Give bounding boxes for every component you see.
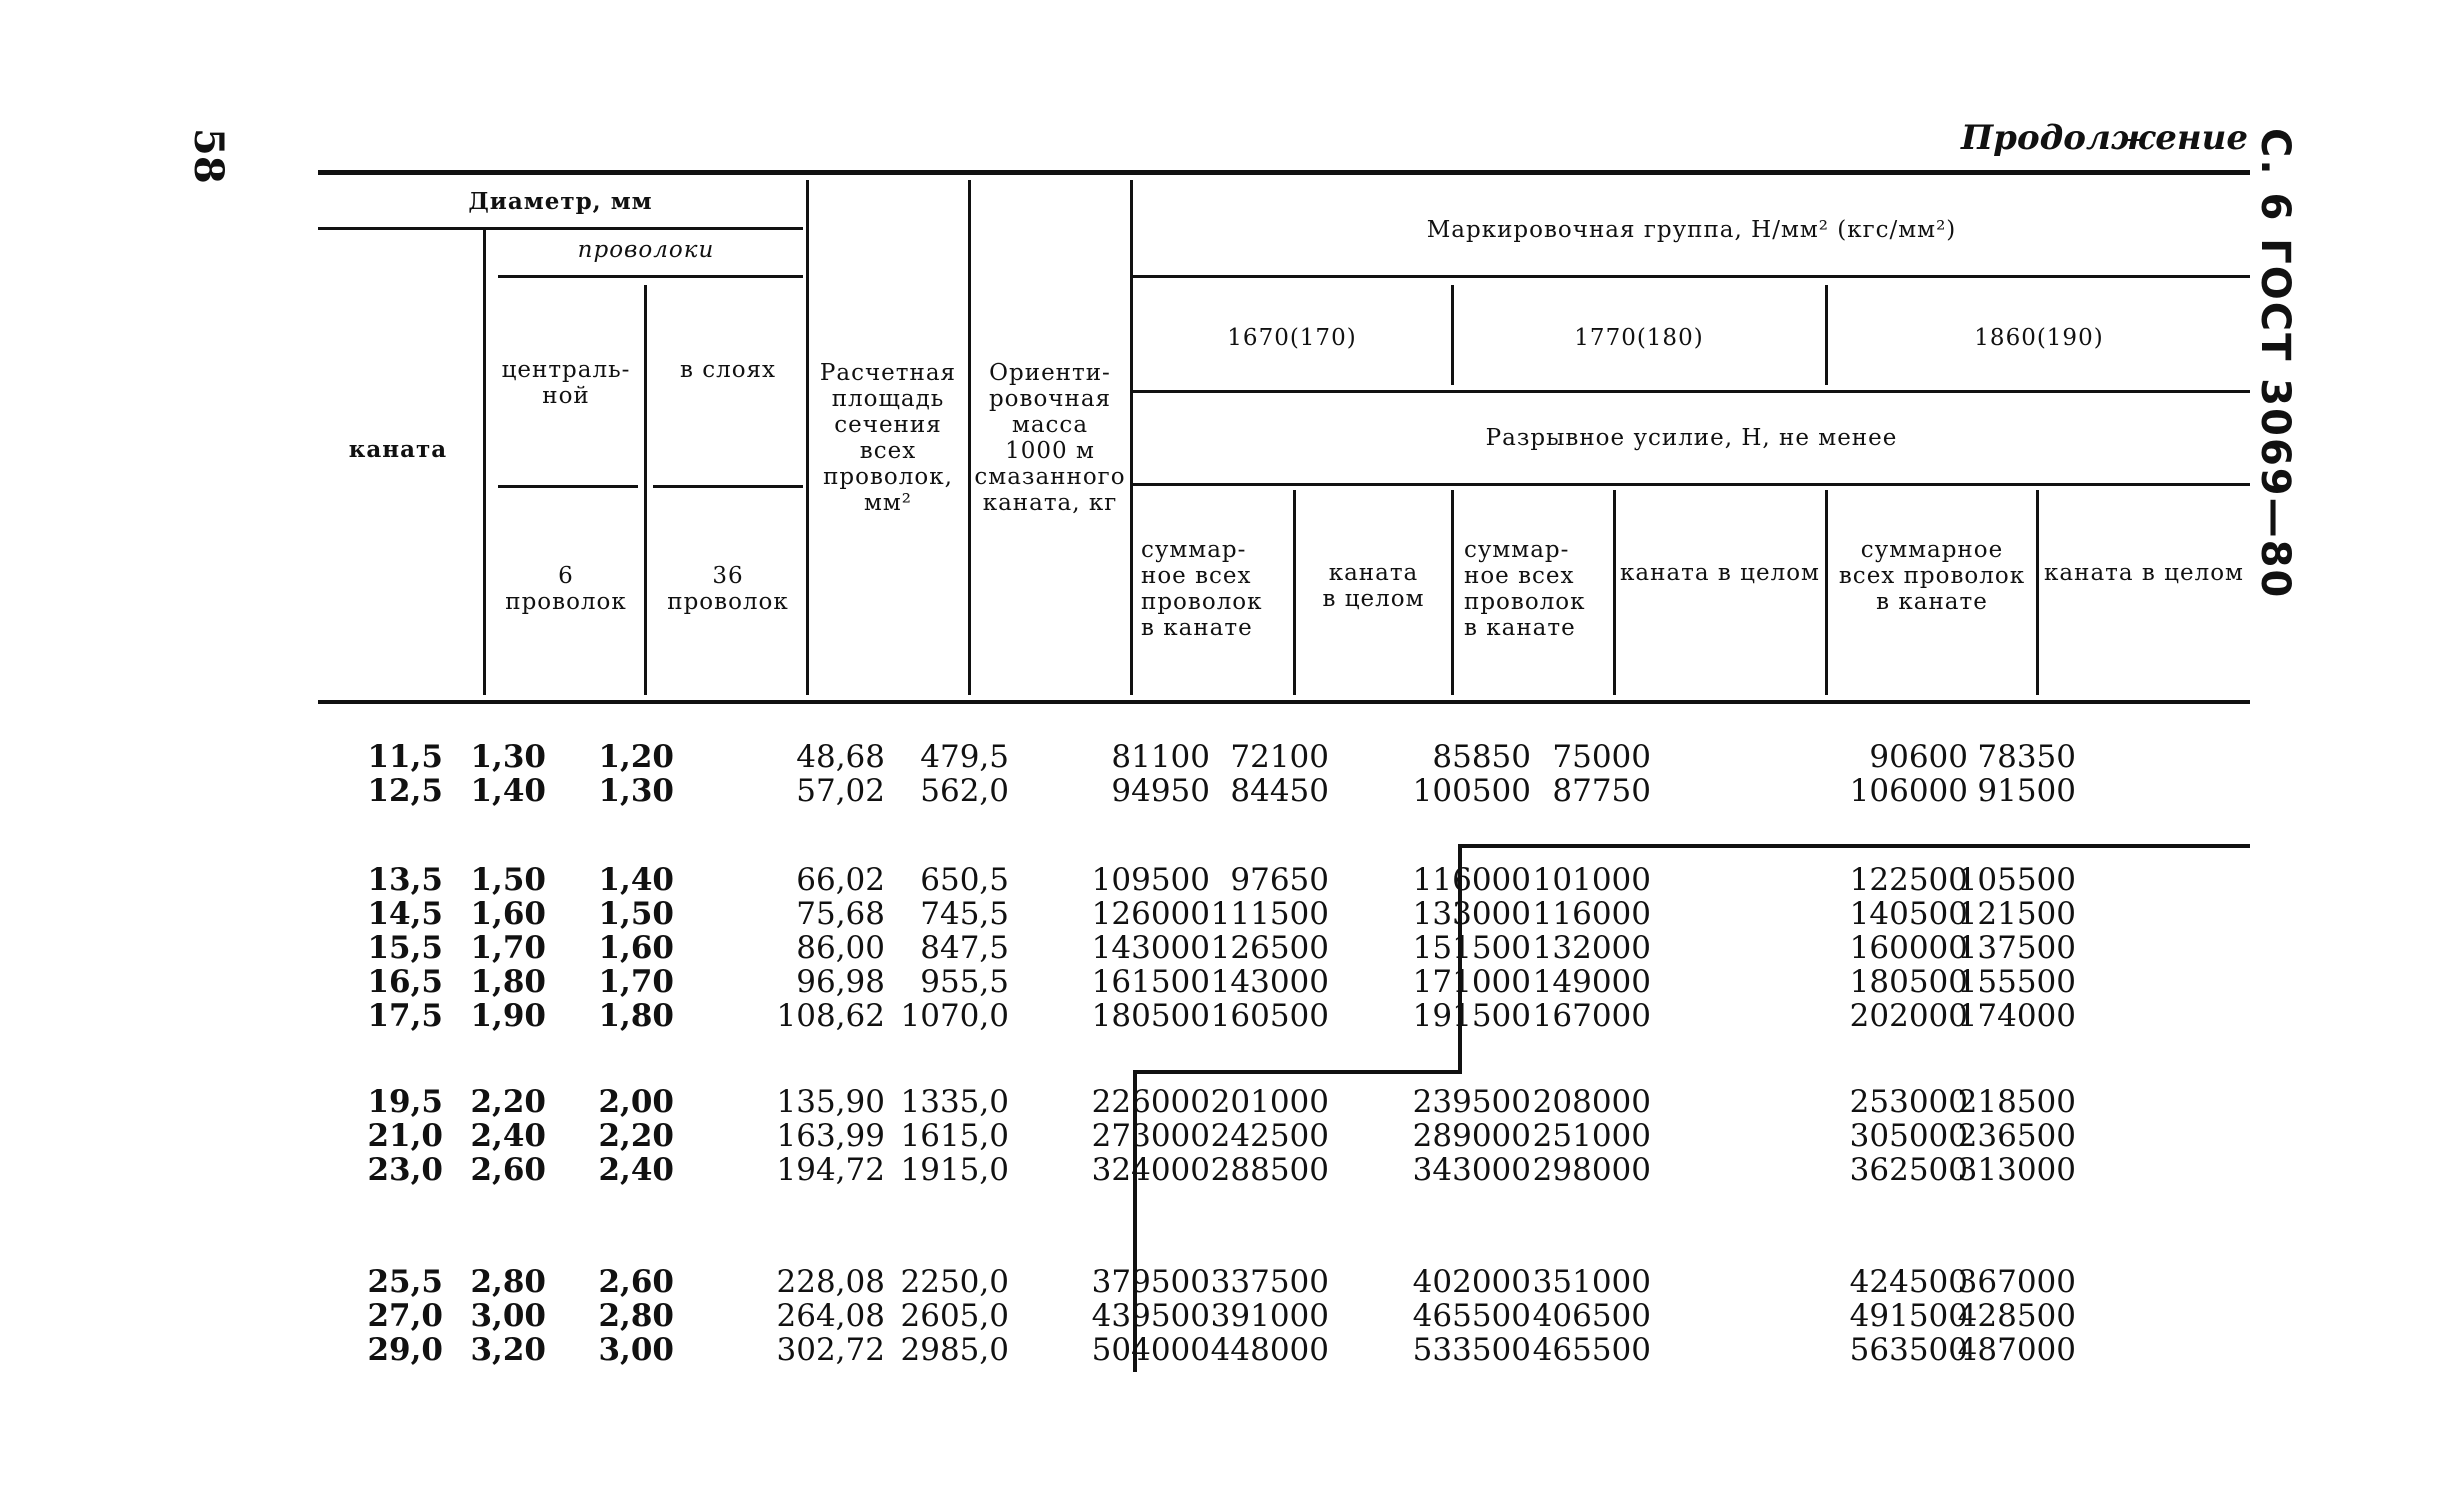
header-whole-1860: каната в целом [2044,560,2244,586]
cell-sum-1770: 343000 [1412,1152,1531,1188]
cell-layer-wire: 1,30 [598,773,674,809]
cell-whole-1770: 75000 [1552,739,1651,775]
cell-whole-1770: 101000 [1532,862,1651,898]
cell-whole-1670: 448000 [1210,1332,1329,1368]
cell-section-area: 66,02 [796,862,885,898]
cell-sum-1770: 171000 [1412,964,1531,1000]
cell-central-wire: 2,20 [470,1084,546,1120]
cell-layer-wire: 1,60 [598,930,674,966]
cell-mass: 1915,0 [900,1152,1009,1188]
cell-whole-1670: 242500 [1210,1118,1329,1154]
cell-sum-1860: 362500 [1849,1152,1968,1188]
cell-sum-1860: 253000 [1849,1084,1968,1120]
cell-section-area: 135,90 [776,1084,885,1120]
header-whole-1770: каната в целом [1620,560,1820,586]
cell-rope-diameter: 25,5 [367,1264,443,1300]
table-row [318,862,2250,896]
cell-mass: 1615,0 [900,1118,1009,1154]
cell-whole-1770: 149000 [1532,964,1651,1000]
cell-whole-1860: 236500 [1957,1118,2076,1154]
cell-section-area: 228,08 [776,1264,885,1300]
cell-whole-1860: 155500 [1957,964,2076,1000]
cell-whole-1670: 288500 [1210,1152,1329,1188]
header-sum-1860: суммарное всех проволок в канате [1838,537,2026,615]
header-breaking-force: Разрывное усилие, Н, не менее [1485,425,1898,451]
divider [1133,275,2250,278]
cell-sum-1670: 126000 [1091,896,1210,932]
cell-sum-1770: 116000 [1412,862,1531,898]
cell-central-wire: 3,20 [470,1332,546,1368]
cell-sum-1770: 402000 [1412,1264,1531,1300]
cell-sum-1860: 424500 [1849,1264,1968,1300]
table-row [318,1264,2250,1298]
cell-sum-1770: 133000 [1412,896,1531,932]
header-marking-group: Маркировочная группа, Н/мм² (кгс/мм²) [1426,217,1957,243]
cell-sum-1670: 81100 [1111,739,1210,775]
table-row [318,1152,2250,1186]
cell-section-area: 96,98 [796,964,885,1000]
cell-whole-1770: 132000 [1532,930,1651,966]
cell-sum-1770: 465500 [1412,1298,1531,1334]
row-group [318,862,2250,1032]
cell-whole-1860: 78350 [1977,739,2076,775]
table-row [318,930,2250,964]
table-row [318,1118,2250,1152]
cell-central-wire: 2,80 [470,1264,546,1300]
cell-whole-1670: 143000 [1210,964,1329,1000]
cell-sum-1670: 439500 [1091,1298,1210,1334]
cell-sum-1860: 90600 [1869,739,1968,775]
header-mass: Ориенти- ровочная масса 1000 м смазанного каната, кг [974,360,1126,516]
header-whole-1670: каната в целом [1322,560,1425,612]
cell-sum-1860: 202000 [1849,998,1968,1034]
cell-mass: 650,5 [920,862,1009,898]
header-in-layers: в слоях [679,357,777,383]
divider [653,485,803,488]
cell-section-area: 75,68 [796,896,885,932]
cell-rope-diameter: 15,5 [367,930,443,966]
cell-whole-1860: 313000 [1957,1152,2076,1188]
cell-sum-1670: 273000 [1091,1118,1210,1154]
cell-sum-1770: 289000 [1412,1118,1531,1154]
cell-whole-1670: 201000 [1210,1084,1329,1120]
page-number: 58 [185,128,232,184]
cell-sum-1670: 161500 [1091,964,1210,1000]
cell-sum-1770: 533500 [1412,1332,1531,1368]
divider [498,485,638,488]
cell-section-area: 194,72 [776,1152,885,1188]
cell-sum-1670: 143000 [1091,930,1210,966]
cell-whole-1670: 72100 [1230,739,1329,775]
cell-whole-1770: 351000 [1532,1264,1651,1300]
cell-sum-1770: 191500 [1412,998,1531,1034]
cell-mass: 2250,0 [900,1264,1009,1300]
cell-whole-1770: 406500 [1532,1298,1651,1334]
cell-whole-1770: 167000 [1532,998,1651,1034]
rope-table [318,170,2250,1404]
cell-mass: 745,5 [920,896,1009,932]
cell-sum-1860: 180500 [1849,964,1968,1000]
cell-sum-1670: 504000 [1091,1332,1210,1368]
cell-layer-wire: 1,70 [598,964,674,1000]
divider [498,275,803,278]
cell-section-area: 108,62 [776,998,885,1034]
cell-rope-diameter: 16,5 [367,964,443,1000]
table-header [318,175,2250,700]
cell-rope-diameter: 21,0 [367,1118,443,1154]
table-row [318,1332,2250,1366]
header-area: Расчетная площадь сечения всех проволок, мм² [819,360,957,516]
table-row [318,964,2250,998]
cell-layer-wire: 1,80 [598,998,674,1034]
cell-mass: 2605,0 [900,1298,1009,1334]
cell-rope-diameter: 13,5 [367,862,443,898]
cell-whole-1860: 367000 [1957,1264,2076,1300]
table-row [318,1298,2250,1332]
cell-sum-1860: 160000 [1849,930,1968,966]
cell-mass: 1070,0 [900,998,1009,1034]
cell-whole-1770: 87750 [1552,773,1651,809]
cell-mass: 955,5 [920,964,1009,1000]
header-group-1770: 1770(180) [1574,325,1704,351]
cell-rope-diameter: 27,0 [367,1298,443,1334]
cell-section-area: 264,08 [776,1298,885,1334]
cell-whole-1860: 174000 [1957,998,2076,1034]
cell-rope-diameter: 14,5 [367,896,443,932]
cell-sum-1670: 94950 [1111,773,1210,809]
cell-whole-1860: 91500 [1977,773,2076,809]
divider [1451,285,1454,385]
cell-central-wire: 1,40 [470,773,546,809]
cell-sum-1860: 305000 [1849,1118,1968,1154]
cell-sum-1860: 106000 [1849,773,1968,809]
cell-whole-1860: 487000 [1957,1332,2076,1368]
document-side-title: С. 6 ГОСТ 3069—80 [2252,128,2298,600]
cell-sum-1670: 226000 [1091,1084,1210,1120]
header-wires: проволоки [577,237,715,263]
cell-whole-1860: 105500 [1957,862,2076,898]
table-row [318,1084,2250,1118]
table-row [318,998,2250,1032]
divider [318,227,803,230]
cell-whole-1770: 465500 [1532,1332,1651,1368]
cell-mass: 479,5 [920,739,1009,775]
table-row [318,739,2250,773]
cell-rope-diameter: 11,5 [367,739,443,775]
cell-sum-1860: 140500 [1849,896,1968,932]
cell-whole-1670: 337500 [1210,1264,1329,1300]
cell-central-wire: 2,60 [470,1152,546,1188]
cell-sum-1670: 109500 [1091,862,1210,898]
group-boundary-line [1133,1070,1462,1074]
continuation-label: Продолжение [1961,118,2248,158]
divider [1133,483,2250,486]
cell-layer-wire: 2,60 [598,1264,674,1300]
header-36-wires: 36 проволок [667,563,789,615]
cell-central-wire: 2,40 [470,1118,546,1154]
cell-sum-1770: 100500 [1412,773,1531,809]
cell-whole-1770: 208000 [1532,1084,1651,1120]
cell-sum-1860: 122500 [1849,862,1968,898]
cell-rope-diameter: 17,5 [367,998,443,1034]
cell-sum-1670: 180500 [1091,998,1210,1034]
cell-rope-diameter: 19,5 [367,1084,443,1120]
cell-sum-1770: 239500 [1412,1084,1531,1120]
cell-layer-wire: 1,40 [598,862,674,898]
cell-layer-wire: 2,00 [598,1084,674,1120]
table-body [318,704,2250,1404]
divider [483,230,486,695]
cell-layer-wire: 2,80 [598,1298,674,1334]
cell-whole-1670: 160500 [1210,998,1329,1034]
cell-sum-1670: 379500 [1091,1264,1210,1300]
cell-whole-1670: 84450 [1230,773,1329,809]
header-diameter: Диаметр, мм [468,188,653,215]
cell-sum-1860: 563500 [1849,1332,1968,1368]
cell-whole-1670: 391000 [1210,1298,1329,1334]
cell-whole-1670: 126500 [1210,930,1329,966]
header-rope: каната [348,436,448,463]
cell-layer-wire: 2,20 [598,1118,674,1154]
table-row [318,773,2250,807]
cell-sum-1770: 85850 [1432,739,1531,775]
header-sum-1670: суммар- ное всех проволок в канате [1141,537,1263,641]
cell-whole-1770: 116000 [1532,896,1651,932]
cell-section-area: 57,02 [796,773,885,809]
cell-sum-1670: 324000 [1091,1152,1210,1188]
cell-whole-1770: 298000 [1532,1152,1651,1188]
cell-mass: 847,5 [920,930,1009,966]
row-group [318,739,2250,807]
cell-section-area: 302,72 [776,1332,885,1368]
cell-whole-1860: 121500 [1957,896,2076,932]
cell-mass: 1335,0 [900,1084,1009,1120]
divider [2036,490,2039,695]
cell-whole-1770: 251000 [1532,1118,1651,1154]
cell-whole-1860: 218500 [1957,1084,2076,1120]
row-group [318,1264,2250,1366]
row-group [318,1084,2250,1186]
cell-mass: 562,0 [920,773,1009,809]
cell-whole-1860: 137500 [1957,930,2076,966]
cell-whole-1860: 428500 [1957,1298,2076,1334]
cell-whole-1670: 97650 [1230,862,1329,898]
cell-layer-wire: 2,40 [598,1152,674,1188]
cell-central-wire: 1,50 [470,862,546,898]
divider [1133,390,2250,393]
cell-sum-1860: 491500 [1849,1298,1968,1334]
cell-rope-diameter: 23,0 [367,1152,443,1188]
table-row [318,896,2250,930]
cell-mass: 2985,0 [900,1332,1009,1368]
header-sum-1770: суммар- ное всех проволок в канате [1464,537,1586,641]
header-six-wires: 6 проволок [505,563,627,615]
cell-central-wire: 1,80 [470,964,546,1000]
cell-layer-wire: 1,50 [598,896,674,932]
cell-section-area: 163,99 [776,1118,885,1154]
cell-layer-wire: 3,00 [598,1332,674,1368]
cell-whole-1670: 111500 [1210,896,1329,932]
cell-section-area: 48,68 [796,739,885,775]
group-boundary-line [1458,844,2250,848]
cell-central-wire: 1,70 [470,930,546,966]
cell-rope-diameter: 12,5 [367,773,443,809]
header-group-1670: 1670(170) [1227,325,1357,351]
header-group-1860: 1860(190) [1974,325,2104,351]
cell-sum-1770: 151500 [1412,930,1531,966]
cell-central-wire: 1,60 [470,896,546,932]
cell-rope-diameter: 29,0 [367,1332,443,1368]
cell-central-wire: 3,00 [470,1298,546,1334]
cell-layer-wire: 1,20 [598,739,674,775]
cell-central-wire: 1,30 [470,739,546,775]
cell-section-area: 86,00 [796,930,885,966]
header-central: централь- ной [501,357,631,409]
cell-central-wire: 1,90 [470,998,546,1034]
divider [1825,285,1828,385]
divider [644,285,647,695]
